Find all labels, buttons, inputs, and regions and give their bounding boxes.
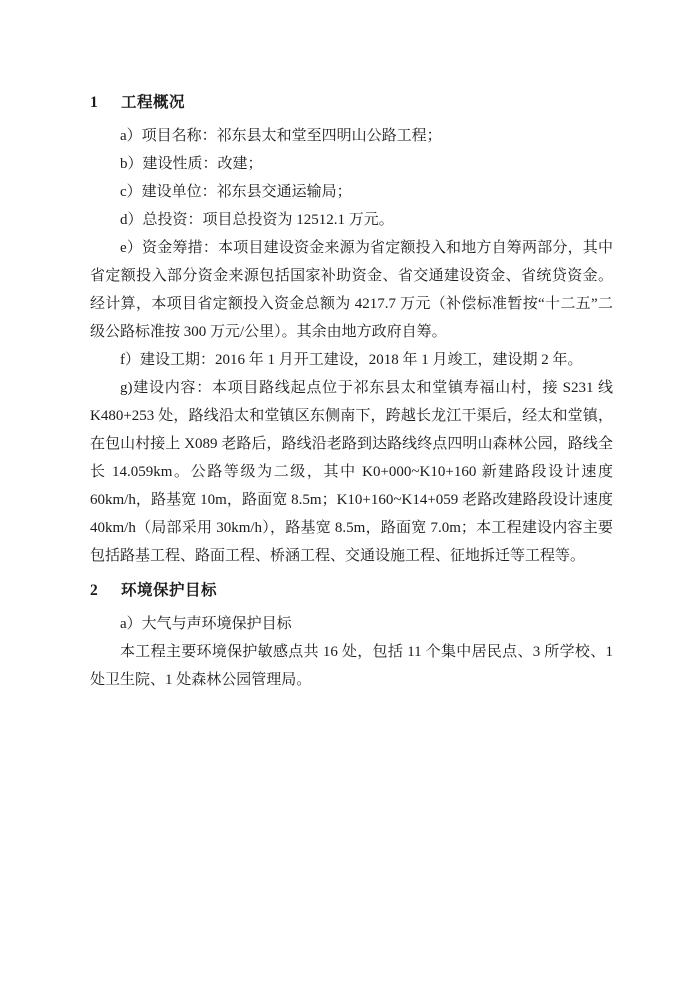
item-air-noise-protection-target: a）大气与声环境保护目标 <box>120 616 292 632</box>
section-2-title: 环境保护目标 <box>121 582 218 599</box>
document-content <box>90 88 613 694</box>
item-total-investment: d）总投资：项目总投资为 12512.1 万元。 <box>120 212 394 228</box>
item-construction-content: g)建设内容：本项目路线起点位于祁东县太和堂镇寿福山村，接 S231 线 K480+253 处，路线沿太和堂镇区东侧南下，跨越长龙江干渠后，经太和堂镇，在包山村接上 X089 老路后，路线沿老路到达路线终点四明山森林公园，路线全长 14.059km。公路等级为二级，其中 K0+000~K10+160 新建路段设计速度 60km/h，路基宽 10m，路面宽 8.5m；K10+160~K14+059 老路改建路段设计速度 40km/h（局部采用 30km/h），路基宽 8.5m，路面宽 7.0m；本工程建设内容主要包括路基工程、路面工程、桥涵工程、交通设施工程、征地拆迁等工程等。 <box>90 380 613 564</box>
item-construction-period: f）建设工期：2016 年 1 月开工建设，2018 年 1 月竣工，建设期 2 年。 <box>120 352 583 368</box>
section-2-heading <box>90 576 613 606</box>
section-1-number: 1 <box>90 94 98 111</box>
section-1-title: 工程概况 <box>121 94 186 111</box>
item-construction-unit: c）建设单位：祁东县交通运输局； <box>120 184 352 200</box>
item-funding-arrangement: e）资金筹措：本项目建设资金来源为省定额投入和地方自筹两部分，其中省定额投入部分资金来源包括国家补助资金、省交通建设资金、省统贷资金。经计算，本项目省定额投入资金总额为 4217.7 万元（补偿标准暂按“十二五”二级公路标准按 300 万元/公里）。其余由地方政府自筹。 <box>90 240 613 340</box>
section-1-heading <box>90 88 613 118</box>
para-sensitive-points: 本工程主要环境保护敏感点共 16 处，包括 11 个集中居民点、3 所学校、1 处卫生院、1 处森林公园管理局。 <box>90 644 613 688</box>
item-project-name: a）项目名称：祁东县太和堂至四明山公路工程； <box>120 128 442 144</box>
item-construction-nature: b）建设性质：改建； <box>120 156 263 172</box>
section-2-number: 2 <box>90 582 98 599</box>
